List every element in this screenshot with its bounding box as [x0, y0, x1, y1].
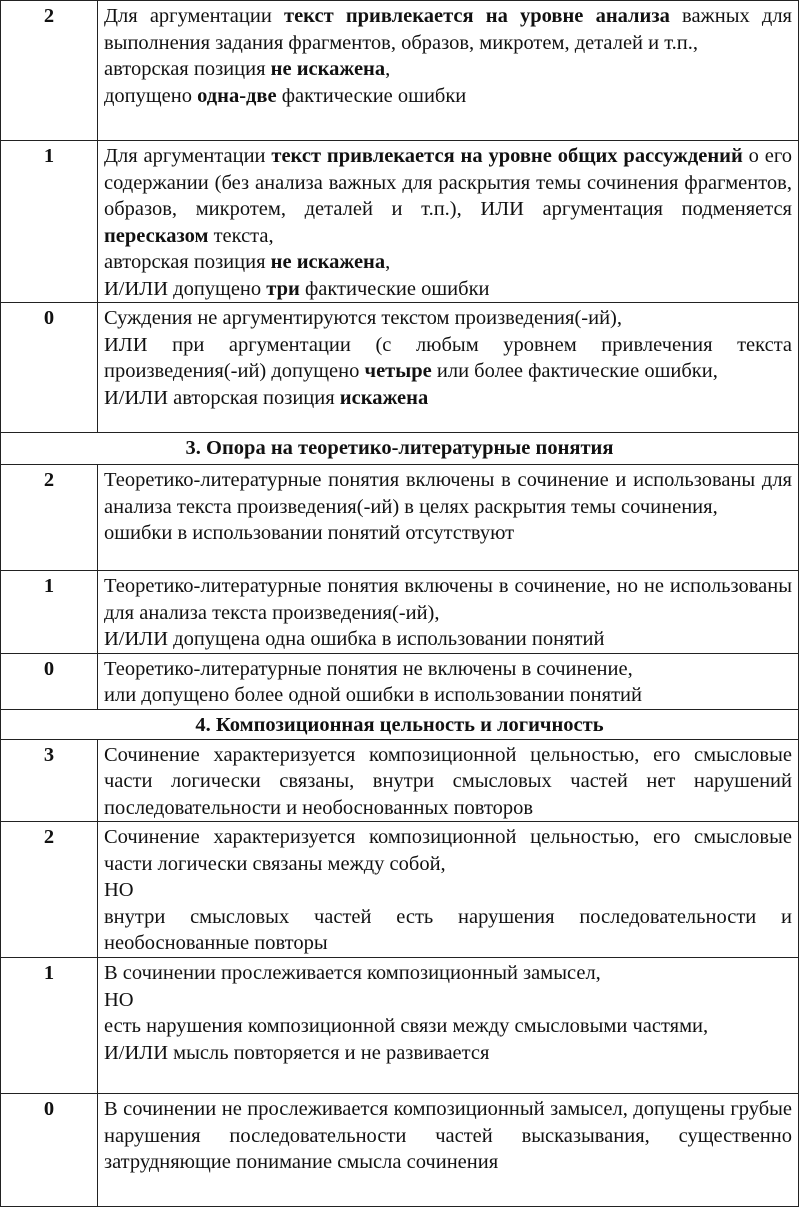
description-text: ИЛИ при аргументации (с любым уровнем привлечения текста произведения(-ий) допущено: [104, 333, 792, 382]
description-text: Теоретико-литературные понятия не включены в сочинение,: [104, 657, 633, 680]
criteria-row: [1, 653, 799, 709]
description-paragraph: [104, 987, 792, 1014]
description-text: ,: [385, 58, 391, 80]
emphasis-text: пересказом: [104, 224, 209, 247]
score-cell: 0: [1, 1094, 98, 1207]
criteria-row: [1, 1, 799, 141]
description-text: ,: [385, 251, 391, 273]
description-paragraph: [104, 249, 792, 276]
description-paragraph: [104, 960, 792, 987]
description-text: НО: [104, 988, 134, 1011]
description-text: есть нарушения композиционной связи между смысловыми частями,: [104, 1015, 709, 1037]
criteria-description: [98, 739, 799, 822]
description-text: важных для выполнения задания фрагментов, образов, микротем, деталей и т.п.,: [104, 5, 792, 54]
criteria-row: [1, 571, 799, 654]
section-heading: 4. Композиционная цельность и логичность: [1, 709, 799, 739]
description-text: НО: [104, 879, 134, 901]
criteria-row: [1, 958, 799, 1094]
criteria-description: [98, 822, 799, 958]
description-paragraph: [104, 143, 792, 249]
description-text: внутри смысловых частей есть нарушения последовательности и необоснованные повторы: [104, 905, 792, 954]
criteria-description: [98, 958, 799, 1094]
description-text: Теоретико-литературные понятия включены в сочинение, но не использованы для анализа текста произведения(-ий),: [104, 575, 792, 624]
criteria-row: [1, 465, 799, 571]
description-paragraph: [104, 3, 792, 56]
description-text: И/ИЛИ авторская позиция: [104, 386, 340, 409]
description-paragraph: [104, 877, 792, 904]
emphasis-text: не искажена: [270, 58, 386, 80]
description-text: текста,: [208, 224, 274, 247]
score-cell: 1: [1, 141, 98, 303]
description-paragraph: [104, 276, 792, 303]
criteria-row: [1, 1094, 799, 1207]
criteria-description: [98, 465, 799, 571]
description-text: Для аргументации: [104, 145, 272, 167]
description-paragraph: [104, 467, 792, 520]
emphasis-text: четыре: [364, 360, 432, 382]
description-text: допущено: [104, 84, 198, 107]
criteria-description: [98, 653, 799, 709]
description-text: И/ИЛИ допущено: [104, 277, 267, 300]
section-heading: 3. Опора на теоретико-литературные понятия: [1, 433, 799, 465]
description-paragraph: [104, 83, 792, 110]
description-paragraph: [104, 56, 792, 83]
section-heading-row: [1, 433, 799, 465]
description-text: фактические ошибки: [276, 84, 467, 107]
description-text: или допущено более одной ошибки в использовании понятий: [104, 684, 642, 706]
score-cell: 3: [1, 739, 98, 822]
description-paragraph: [104, 332, 792, 385]
criteria-description: [98, 1094, 799, 1207]
emphasis-text: одна-две: [197, 84, 277, 107]
description-paragraph: [104, 305, 792, 332]
description-text: Теоретико-литературные понятия включены в сочинение и использованы для анализа текста произведения(-ий) в целях раскрытия темы сочинения,: [104, 469, 792, 518]
criteria-row: [1, 822, 799, 958]
description-paragraph: [104, 682, 792, 709]
criteria-description: [98, 141, 799, 303]
description-paragraph: [104, 385, 792, 412]
description-paragraph: [104, 573, 792, 626]
description-text: Для аргументации: [104, 5, 284, 27]
emphasis-text: три: [266, 277, 300, 300]
score-cell: 1: [1, 958, 98, 1094]
criteria-description: [98, 571, 799, 654]
emphasis-text: текст привлекается на уровне анализа: [284, 5, 670, 27]
description-text: ошибки в использовании понятий отсутствуют: [104, 522, 515, 544]
score-cell: 2: [1, 1, 98, 141]
criteria-table-body: [1, 1, 799, 1207]
description-paragraph: [104, 626, 792, 653]
description-text: И/ИЛИ допущена одна ошибка в использовании понятий: [104, 628, 605, 650]
description-paragraph: [104, 656, 792, 683]
description-text: о его содержании (без анализа важных для раскрытия темы сочинения фрагментов, образов, микротем, деталей и т.п.), ИЛИ аргументация подменяется: [104, 145, 792, 220]
description-text: фактические ошибки: [299, 277, 490, 300]
emphasis-text: не искажена: [270, 251, 386, 273]
criteria-row: [1, 739, 799, 822]
criteria-description: [98, 303, 799, 433]
description-text: авторская позиция: [104, 58, 271, 80]
score-cell: 0: [1, 653, 98, 709]
description-paragraph: [104, 1096, 792, 1176]
description-text: Сочинение характеризуется композиционной цельностью, его смысловые части логически связаны между собой,: [104, 826, 792, 875]
description-text: Сочинение характеризуется композиционной цельностью, его смысловые части логически связаны, внутри смысловых частей нет нарушений последовательности и необоснованных повторов: [104, 743, 792, 819]
description-paragraph: [104, 904, 792, 957]
description-text: авторская позиция: [104, 251, 271, 273]
score-cell: 2: [1, 822, 98, 958]
description-text: Суждения не аргументируются текстом произведения(-ий),: [104, 307, 622, 329]
description-paragraph: [104, 1013, 792, 1040]
score-cell: 2: [1, 465, 98, 571]
emphasis-text: искажена: [339, 386, 429, 409]
description-paragraph: [104, 824, 792, 877]
emphasis-text: текст привлекается на уровне общих рассуждений: [271, 145, 743, 167]
description-text: В сочинении не прослеживается композиционный замысел, допущены грубые нарушения последовательности частей высказывания, существенно затрудняющие понимание смысла сочинения: [104, 1098, 792, 1173]
section-heading-row: [1, 709, 799, 739]
description-text: В сочинении прослеживается композиционный замысел,: [104, 962, 601, 984]
description-text: И/ИЛИ мысль повторяется и не развивается: [104, 1041, 490, 1064]
score-cell: 1: [1, 571, 98, 654]
description-paragraph: [104, 742, 792, 822]
description-text: или более фактические ошибки,: [431, 360, 718, 382]
criteria-row: [1, 303, 799, 433]
score-cell: 0: [1, 303, 98, 433]
criteria-description: [98, 1, 799, 141]
criteria-row: [1, 141, 799, 303]
description-paragraph: [104, 1040, 792, 1067]
description-paragraph: [104, 520, 792, 547]
